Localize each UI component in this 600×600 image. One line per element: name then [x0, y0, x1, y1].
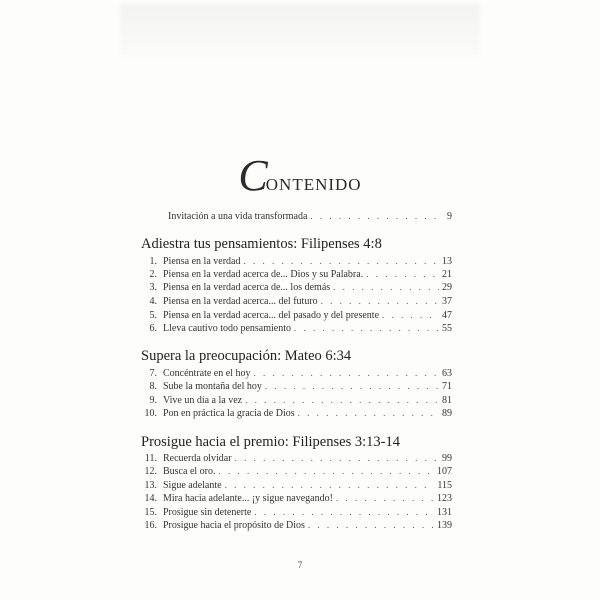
toc-entry[interactable] [141, 408, 452, 422]
toc-entry-page: 71 [442, 381, 452, 392]
toc-entry[interactable] [141, 282, 452, 296]
toc-entry-page: 99 [442, 453, 452, 464]
leader-dots [253, 368, 439, 378]
leader-dots [245, 395, 439, 405]
toc-entry-label: Piensa en la verdad acerca de... Dios y su Palabra. [163, 269, 364, 280]
toc-entry-intro[interactable] [168, 211, 452, 225]
toc-entry-label: Mira hacia adelante... ¡y sigue navegando! [163, 493, 333, 504]
toc-entry-label: Pon en práctica la gracia de Dios [163, 408, 295, 419]
toc-entry-number: 4. [149, 296, 157, 307]
toc-entry-number: 16. [144, 520, 157, 531]
toc-entry-label: Piensa en la verdad acerca... del futuro [163, 296, 318, 307]
toc-entry-label: Sigue adelante [163, 480, 222, 491]
leader-dots [366, 269, 439, 279]
toc-entry[interactable] [141, 381, 452, 395]
toc-entry-number: 15. [144, 507, 157, 518]
toc-entry-page: 89 [442, 408, 452, 419]
toc-entry-number: 5. [149, 310, 157, 321]
toc-entry[interactable] [141, 466, 452, 480]
toc-entry[interactable] [141, 256, 452, 270]
leader-dots [308, 520, 434, 530]
toc-entry-number: 11. [144, 453, 157, 464]
toc-entry-number: 1. [149, 256, 157, 267]
toc-entry-number: 14. [144, 493, 157, 504]
toc-entry-number: 13. [144, 480, 157, 491]
toc-entry-label: Lleva cautivo todo pensamiento [163, 323, 292, 334]
leader-dots [219, 466, 435, 476]
toc-entry-page: 47 [442, 310, 452, 321]
toc-entry[interactable] [141, 480, 452, 494]
leader-dots [254, 507, 434, 517]
section-heading: Adiestra tus pensamientos: Filipenses 4:8 [141, 236, 382, 252]
toc-entry[interactable] [141, 520, 452, 534]
toc-entry-page: 29 [442, 282, 452, 293]
toc-entry[interactable] [141, 368, 452, 382]
leader-dots [225, 480, 435, 490]
section-heading: Supera la preocupación: Mateo 6:34 [141, 348, 352, 364]
toc-entry-label: Concéntrate en el hoy [163, 368, 251, 379]
toc-entry[interactable] [141, 296, 452, 310]
toc-entry-page: 107 [437, 466, 452, 477]
leader-dots [294, 323, 439, 333]
toc-entry-label: Vive un día a la vez [163, 395, 243, 406]
page-number-footer: 7 [297, 560, 303, 570]
toc-entry-number: 10. [144, 408, 157, 419]
leader-dots [298, 408, 439, 418]
toc-entry-page: 55 [442, 323, 452, 334]
leader-dots [336, 493, 434, 503]
leader-dots [310, 211, 444, 221]
toc-entry[interactable] [141, 269, 452, 283]
leader-dots [235, 453, 439, 463]
toc-entry-page: 139 [437, 520, 452, 531]
title-initial: C [238, 151, 266, 200]
toc-entry[interactable] [141, 453, 452, 467]
toc-entry[interactable] [141, 507, 452, 521]
toc-entry-label: Prosigue sin detenerte [163, 507, 252, 518]
toc-entry-label: Busca el oro. [163, 466, 216, 477]
toc-entry-page: 9 [447, 211, 452, 222]
leader-dots [243, 256, 439, 266]
toc-entry-number: 6. [149, 323, 157, 334]
toc-entry-label: Sube la montaña del hoy [163, 381, 262, 392]
toc-entry-page: 63 [442, 368, 452, 379]
toc-entry-number: 12. [144, 466, 157, 477]
toc-entry-label: Piensa en la verdad acerca de... los demás [163, 282, 331, 293]
toc-entry-page: 81 [442, 395, 452, 406]
toc-entry[interactable] [141, 493, 452, 507]
toc-entry-page: 37 [442, 296, 452, 307]
leader-dots [333, 282, 439, 292]
toc-entry[interactable] [141, 323, 452, 337]
leader-dots [382, 310, 439, 320]
toc-entry-number: 8. [149, 381, 157, 392]
toc-entry-label: Prosigue hacia el propósito de Dios [163, 520, 305, 531]
title-rest: ONTENIDO [265, 175, 362, 194]
toc-entry-page: 21 [442, 269, 452, 280]
toc-entry-label: Piensa en la verdad [163, 256, 241, 267]
toc-entry-label: Recuerda olvidar [163, 453, 232, 464]
toc-entry-page: 131 [437, 507, 452, 518]
leader-dots [265, 381, 439, 391]
toc-entry[interactable] [141, 310, 452, 324]
toc-entry-number: 9. [149, 395, 157, 406]
toc-entry-label: Invitación a una vida transformada [168, 211, 308, 222]
toc-entry-page: 123 [437, 493, 452, 504]
section-heading: Prosigue hacia el premio: Filipenses 3:13-14 [141, 434, 400, 450]
leader-dots [321, 296, 439, 306]
toc-entry-page: 115 [437, 480, 452, 491]
toc-entry-number: 3. [149, 282, 157, 293]
toc-entry-page: 13 [442, 256, 452, 267]
toc-entry[interactable] [141, 395, 452, 409]
toc-entry-label: Piensa en la verdad acerca... del pasado y del presente [163, 310, 380, 321]
toc-entry-number: 7. [149, 368, 157, 379]
toc-entry-number: 2. [149, 269, 157, 280]
